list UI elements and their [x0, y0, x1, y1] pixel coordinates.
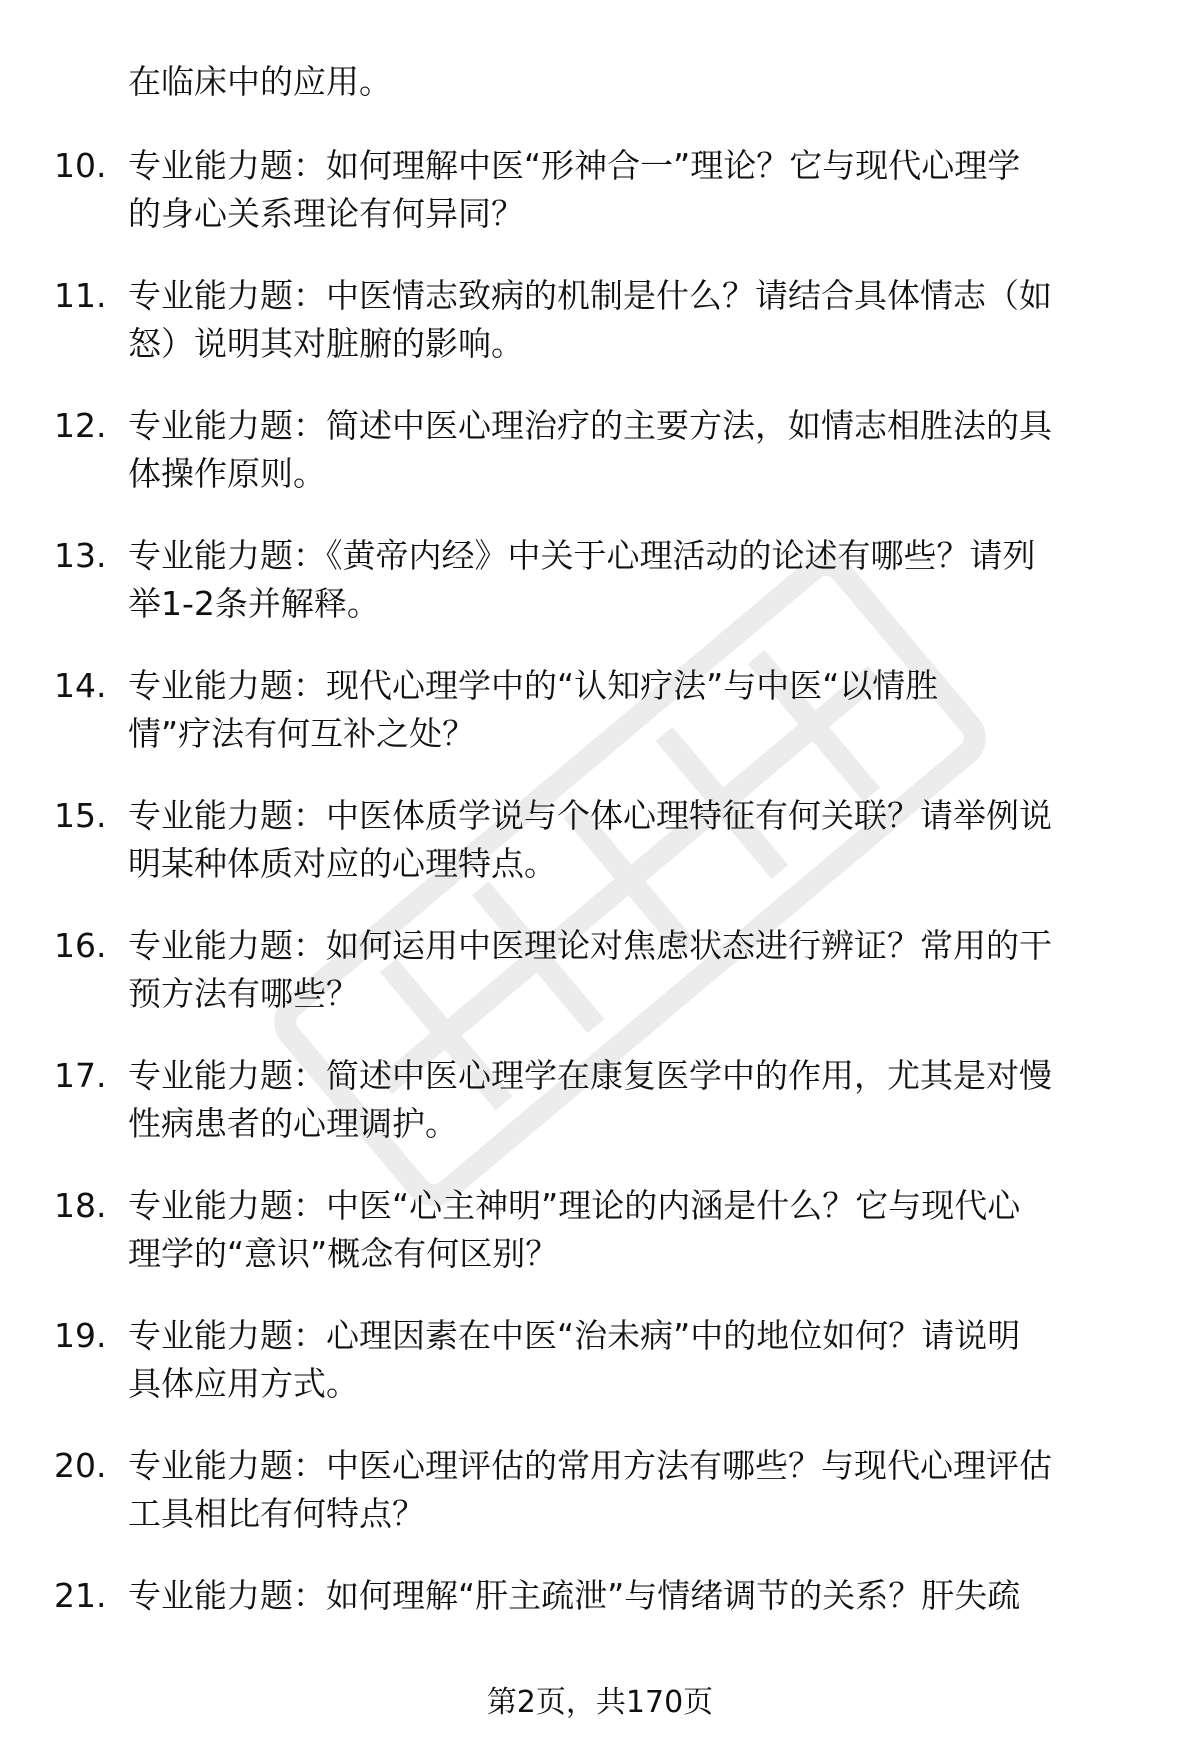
- question-number: 11.: [54, 276, 107, 315]
- list-item: [0, 402, 1200, 532]
- question-line: 专业能力题：心理因素在中医“治未病”中的地位如何？请说明: [128, 1316, 1021, 1355]
- question-text: [128, 1052, 1138, 1148]
- question-line: 预方法有哪些？: [128, 974, 359, 1013]
- page-footer: 第2页，共170页: [486, 1685, 714, 1720]
- question-number: 13.: [54, 536, 107, 575]
- question-number: 18.: [54, 1186, 107, 1225]
- continued-line: 在临床中的应用。: [128, 62, 392, 101]
- question-line: 专业能力题：如何理解中医“形神合一”理论？它与现代心理学: [128, 146, 1021, 185]
- list-item: [0, 662, 1200, 792]
- question-number: 17.: [54, 1056, 107, 1095]
- question-line: 专业能力题：如何运用中医理论对焦虑状态进行辨证？常用的干: [128, 926, 1052, 965]
- question-line: 专业能力题：如何理解“肝主疏泄”与情绪调节的关系？肝失疏: [128, 1576, 1021, 1615]
- list-item: [0, 1442, 1200, 1572]
- list-item: [0, 142, 1200, 272]
- question-line: 性病患者的心理调护。: [128, 1104, 458, 1143]
- list-item: [0, 1312, 1200, 1442]
- question-line: 专业能力题：中医体质学说与个体心理特征有何关联？请举例说: [128, 796, 1052, 835]
- question-line: 情”疗法有何互补之处？: [128, 714, 476, 753]
- question-line: 专业能力题：中医心理评估的常用方法有哪些？与现代心理评估: [128, 1446, 1052, 1485]
- question-number: 12.: [54, 406, 107, 445]
- question-line: 具体应用方式。: [128, 1364, 359, 1403]
- list-item: [0, 272, 1200, 402]
- list-item: [0, 922, 1200, 1052]
- question-line: 专业能力题：中医“心主神明”理论的内涵是什么？它与现代心: [128, 1186, 1021, 1225]
- list-item: [0, 1182, 1200, 1312]
- question-line: 体操作原则。: [128, 454, 326, 493]
- question-line: 明某种体质对应的心理特点。: [128, 844, 557, 883]
- question-number: 14.: [54, 666, 107, 705]
- question-line: 专业能力题：简述中医心理学在康复医学中的作用，尤其是对慢: [128, 1056, 1052, 1095]
- question-text: [128, 272, 1138, 368]
- question-line: 专业能力题：中医情志致病的机制是什么？请结合具体情志（如: [128, 276, 1052, 315]
- question-number: 21.: [54, 1576, 107, 1615]
- question-line: 工具相比有何特点？: [128, 1494, 425, 1533]
- question-text: [128, 1572, 1138, 1620]
- question-line: 专业能力题：现代心理学中的“认知疗法”与中医“以情胜: [128, 666, 939, 705]
- question-list: [0, 142, 1200, 1702]
- question-line: 理学的“意识”概念有何区别？: [128, 1234, 559, 1273]
- question-line: 的身心关系理论有何异同？: [128, 194, 524, 233]
- list-item: [0, 792, 1200, 922]
- question-number: 20.: [54, 1446, 107, 1485]
- question-text: [128, 402, 1138, 498]
- question-text: [128, 142, 1138, 238]
- list-item: [0, 1052, 1200, 1182]
- question-number: 16.: [54, 926, 107, 965]
- question-text: [128, 662, 1138, 758]
- question-text: [128, 922, 1138, 1018]
- question-number: 15.: [54, 796, 107, 835]
- question-line: 专业能力题：《黄帝内经》中关于心理活动的论述有哪些？请列: [128, 536, 1036, 575]
- list-item: [0, 532, 1200, 662]
- question-text: [128, 1442, 1138, 1538]
- question-line: 举1-2条并解释。: [128, 584, 380, 623]
- question-text: [128, 1182, 1138, 1278]
- question-text: [128, 792, 1138, 888]
- question-text: [128, 1312, 1138, 1408]
- question-line: 怒）说明其对脏腑的影响。: [128, 324, 524, 363]
- question-number: 19.: [54, 1316, 107, 1355]
- question-line: 专业能力题：简述中医心理治疗的主要方法，如情志相胜法的具: [128, 406, 1052, 445]
- question-number: 10.: [54, 146, 107, 185]
- question-text: [128, 532, 1138, 628]
